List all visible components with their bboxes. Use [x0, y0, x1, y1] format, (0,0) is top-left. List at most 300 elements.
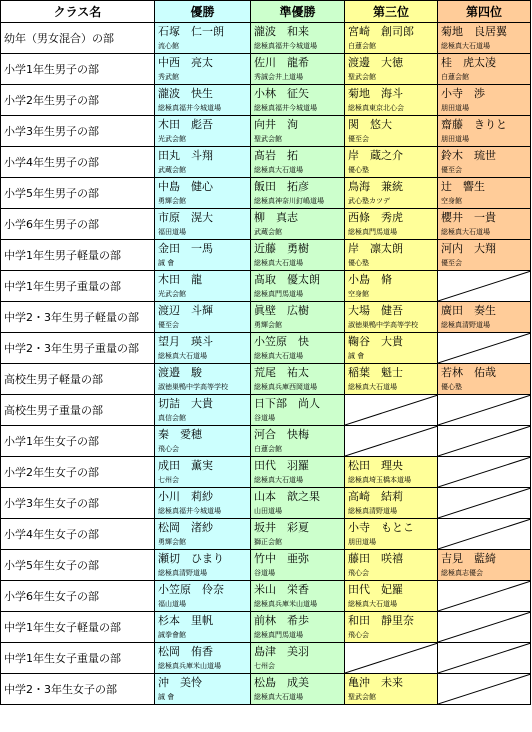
- class-name-cell: 小学5年生男子の部: [1, 178, 155, 209]
- third-place-dojo: 聖武会館: [348, 693, 376, 701]
- runner-up-name: 日下部 尚人: [254, 397, 320, 410]
- fourth-place-cell: [438, 302, 531, 333]
- runner-up-dojo: 山田道場: [254, 507, 282, 515]
- third-place-dojo: 白蓮会館: [348, 42, 376, 50]
- third-place-cell: [345, 674, 438, 705]
- runner-up-name: 河合 快梅: [254, 428, 309, 441]
- third-place-dojo: 総極真門馬道場: [348, 228, 397, 236]
- winner-name: 市原 滉大: [158, 211, 213, 224]
- runner-up-name: 田代 羽羅: [254, 459, 309, 472]
- winner-name: 木田 龍: [158, 273, 202, 286]
- third-place-cell: [345, 54, 438, 85]
- fourth-place-dojo: 総極真清野道場: [441, 321, 490, 329]
- winner-cell: [155, 85, 251, 116]
- winner-name: 瀬切 ひまり: [158, 552, 224, 565]
- runner-up-dojo: 総極真福井今城道場: [254, 42, 317, 50]
- diagonal-slash-icon: [438, 674, 531, 704]
- winner-cell: [155, 209, 251, 240]
- table-row: [1, 147, 531, 178]
- class-name-cell: 中学2・3年生女子の部: [1, 674, 155, 705]
- winner-cell: [155, 519, 251, 550]
- runner-up-dojo: 秀誠会井上道場: [254, 73, 303, 81]
- fourth-place-cell: [438, 23, 531, 54]
- runner-up-name: 近藤 勇樹: [254, 242, 309, 255]
- diagonal-slash-icon: [438, 271, 531, 301]
- third-place-cell: [345, 364, 438, 395]
- winner-name: 松岡 渚紗: [158, 521, 213, 534]
- class-name-cell: 中学2・3年生男子重量の部: [1, 333, 155, 364]
- winner-name: 中西 亮太: [158, 56, 213, 69]
- runner-up-dojo: 獅正会館: [254, 538, 282, 546]
- winner-cell: [155, 178, 251, 209]
- table-row: [1, 54, 531, 85]
- runner-up-cell: [251, 178, 345, 209]
- runner-up-cell: [251, 240, 345, 271]
- class-name-cell: 小学4年生女子の部: [1, 519, 155, 550]
- winner-cell: [155, 302, 251, 333]
- winner-dojo: 武蔵会館: [158, 166, 186, 174]
- winner-dojo: 総極真福井今城道場: [158, 507, 221, 515]
- class-name-cell: 小学6年生女子の部: [1, 581, 155, 612]
- fourth-place-cell: [438, 209, 531, 240]
- class-name-cell: 小学3年生男子の部: [1, 116, 155, 147]
- winner-name: 切詰 大貴: [158, 397, 213, 410]
- runner-up-dojo: 勇輝会館: [254, 321, 282, 329]
- fourth-place-cell: [438, 85, 531, 116]
- header-third-place: 第三位: [345, 1, 438, 23]
- runner-up-name: 荒尾 祐太: [254, 366, 309, 379]
- class-name-cell: 小学1年生男子の部: [1, 54, 155, 85]
- third-place-name: 亀沖 未来: [348, 676, 403, 689]
- fourth-place-name: 吉見 藍綺: [441, 552, 496, 565]
- runner-up-name: 向井 洵: [254, 118, 298, 131]
- empty-cell: [438, 271, 531, 302]
- winner-cell: [155, 271, 251, 302]
- fourth-place-dojo: 総極真志優会: [441, 569, 483, 577]
- table-row: [1, 178, 531, 209]
- table-row: [1, 395, 531, 426]
- table-row: [1, 674, 531, 705]
- diagonal-slash-icon: [438, 643, 531, 673]
- third-place-name: 和田 靜里奈: [348, 614, 414, 627]
- winner-dojo: 流心館: [158, 42, 179, 50]
- class-name-cell: 中学2・3年生男子軽量の部: [1, 302, 155, 333]
- class-name-cell: 高校生男子軽量の部: [1, 364, 155, 395]
- class-name-cell: 小学6年生男子の部: [1, 209, 155, 240]
- winner-name: 松岡 侑香: [158, 645, 213, 658]
- table-row: [1, 209, 531, 240]
- header-row: [1, 1, 531, 23]
- winner-dojo: 光武会館: [158, 290, 186, 298]
- winner-cell: [155, 23, 251, 54]
- table-row: [1, 240, 531, 271]
- fourth-place-cell: [438, 240, 531, 271]
- winner-name: 秦 愛穂: [158, 428, 202, 441]
- third-place-cell: [345, 271, 438, 302]
- runner-up-dojo: 聖武会館: [254, 135, 282, 143]
- table-row: [1, 550, 531, 581]
- table-row: [1, 581, 531, 612]
- fourth-place-dojo: 優至会: [441, 166, 462, 174]
- class-name-cell: 小学1年生女子の部: [1, 426, 155, 457]
- winner-dojo: 七州会: [158, 476, 179, 484]
- empty-cell: [438, 612, 531, 643]
- third-place-cell: [345, 333, 438, 364]
- runner-up-cell: [251, 333, 345, 364]
- runner-up-name: 佐川 龍希: [254, 56, 309, 69]
- third-place-name: 岸 蔵之介: [348, 149, 403, 162]
- third-place-cell: [345, 23, 438, 54]
- runner-up-cell: [251, 426, 345, 457]
- class-name-cell: 小学4年生男子の部: [1, 147, 155, 178]
- runner-up-cell: [251, 54, 345, 85]
- runner-up-name: 髙取 優太朗: [254, 273, 320, 286]
- runner-up-dojo: 武蔵会館: [254, 228, 282, 236]
- runner-up-name: 米山 栄香: [254, 583, 309, 596]
- winner-name: 杉本 里帆: [158, 614, 213, 627]
- fourth-place-dojo: 白蓮会館: [441, 73, 469, 81]
- winner-name: 沖 美怜: [158, 676, 202, 689]
- runner-up-cell: [251, 23, 345, 54]
- winner-dojo: 真信会館: [158, 414, 186, 422]
- third-place-name: 関 悠大: [348, 118, 392, 131]
- diagonal-slash-icon: [438, 519, 531, 549]
- class-name-cell: 小学2年生男子の部: [1, 85, 155, 116]
- empty-cell: [438, 457, 531, 488]
- winner-cell: [155, 54, 251, 85]
- third-place-dojo: 飛心会: [348, 631, 369, 639]
- winner-cell: [155, 581, 251, 612]
- runner-up-cell: [251, 581, 345, 612]
- fourth-place-name: 河内 大翔: [441, 242, 496, 255]
- third-place-dojo: 総極真埼玉橋本道場: [348, 476, 411, 484]
- runner-up-cell: [251, 302, 345, 333]
- runner-up-cell: [251, 147, 345, 178]
- winner-cell: [155, 147, 251, 178]
- third-place-dojo: 総極真東京北心会: [348, 104, 404, 112]
- diagonal-slash-icon: [438, 457, 531, 487]
- winner-name: 木田 彪吾: [158, 118, 213, 131]
- winner-name: 望月 瑛斗: [158, 335, 213, 348]
- empty-cell: [438, 395, 531, 426]
- third-place-cell: [345, 550, 438, 581]
- fourth-place-name: 若林 佑哉: [441, 366, 496, 379]
- diagonal-slash-icon: [438, 488, 531, 518]
- third-place-name: 松田 理央: [348, 459, 403, 472]
- runner-up-dojo: 総極真大石道場: [254, 166, 303, 174]
- third-place-cell: [345, 581, 438, 612]
- runner-up-name: 眞壁 広樹: [254, 304, 309, 317]
- table-row: [1, 23, 531, 54]
- third-place-name: 岸 凛太朗: [348, 242, 403, 255]
- empty-cell: [345, 643, 438, 674]
- diagonal-slash-icon: [438, 395, 531, 425]
- third-place-name: 高崎 結莉: [348, 490, 403, 503]
- runner-up-name: 竹中 亜弥: [254, 552, 309, 565]
- runner-up-name: 山本 歆之果: [254, 490, 320, 503]
- class-name-cell: 幼年（男女混合）の部: [1, 23, 155, 54]
- winner-dojo: 秀武館: [158, 73, 179, 81]
- table-row: [1, 116, 531, 147]
- runner-up-cell: [251, 271, 345, 302]
- header-winner: 優勝: [155, 1, 251, 23]
- third-place-name: 西條 秀虎: [348, 211, 403, 224]
- empty-cell: [438, 674, 531, 705]
- class-name-cell: 小学3年生女子の部: [1, 488, 155, 519]
- class-name-cell: 小学2年生女子の部: [1, 457, 155, 488]
- runner-up-name: 瀧波 和来: [254, 25, 309, 38]
- runner-up-dojo: 谷道場: [254, 569, 275, 577]
- table-row: [1, 302, 531, 333]
- runner-up-name: 松島 成美: [254, 676, 309, 689]
- fourth-place-dojo: 空身館: [441, 197, 462, 205]
- third-place-name: 稲葉 魁士: [348, 366, 403, 379]
- table-row: [1, 612, 531, 643]
- runner-up-name: 柳 真志: [254, 211, 298, 224]
- class-name-cell: 小学5年生女子の部: [1, 550, 155, 581]
- winner-dojo: 優至会: [158, 321, 179, 329]
- third-place-cell: [345, 612, 438, 643]
- class-name-cell: 中学1年生女子重量の部: [1, 643, 155, 674]
- runner-up-name: 小林 征矢: [254, 87, 309, 100]
- third-place-cell: [345, 488, 438, 519]
- runner-up-dojo: 総極真門馬道場: [254, 290, 303, 298]
- runner-up-cell: [251, 488, 345, 519]
- winner-dojo: 誠 會: [158, 693, 175, 701]
- fourth-place-name: 廣田 奏生: [441, 304, 496, 317]
- runner-up-dojo: 総極真兵庫米山道場: [254, 600, 317, 608]
- third-place-cell: [345, 519, 438, 550]
- winner-cell: [155, 643, 251, 674]
- runner-up-cell: [251, 612, 345, 643]
- winner-name: 金田 一馬: [158, 242, 213, 255]
- runner-up-name: 小笠原 快: [254, 335, 309, 348]
- winner-dojo: 総極真福井今城道場: [158, 104, 221, 112]
- fourth-place-cell: [438, 147, 531, 178]
- fourth-place-name: 辻 響生: [441, 180, 485, 193]
- fourth-place-dojo: 朋田道場: [441, 104, 469, 112]
- third-place-name: 小島 脩: [348, 273, 392, 286]
- runner-up-dojo: 総極真大石道場: [254, 476, 303, 484]
- runner-up-cell: [251, 364, 345, 395]
- table-row: [1, 457, 531, 488]
- third-place-cell: [345, 457, 438, 488]
- third-place-dojo: 総極真大石道場: [348, 383, 397, 391]
- third-place-cell: [345, 240, 438, 271]
- third-place-name: 田代 妃羅: [348, 583, 403, 596]
- runner-up-cell: [251, 395, 345, 426]
- fourth-place-dojo: 優至会: [441, 259, 462, 267]
- third-place-dojo: 総極真清野道場: [348, 507, 397, 515]
- runner-up-name: 前林 希歩: [254, 614, 309, 627]
- header-runner-up: 準優勝: [251, 1, 345, 23]
- winner-cell: [155, 240, 251, 271]
- third-place-name: 藤田 咲禧: [348, 552, 403, 565]
- winner-cell: [155, 116, 251, 147]
- table-row: [1, 519, 531, 550]
- empty-cell: [438, 333, 531, 364]
- diagonal-slash-icon: [438, 426, 531, 456]
- runner-up-dojo: 七州会: [254, 662, 275, 670]
- runner-up-name: 髙岩 拓: [254, 149, 298, 162]
- winner-dojo: 飛心会: [158, 445, 179, 453]
- class-name-cell: 中学1年生男子重量の部: [1, 271, 155, 302]
- third-place-dojo: 総極真大石道場: [348, 600, 397, 608]
- winner-dojo: 福田道場: [158, 228, 186, 236]
- fourth-place-name: 鈴木 琉世: [441, 149, 496, 162]
- third-place-cell: [345, 178, 438, 209]
- empty-cell: [438, 581, 531, 612]
- winner-cell: [155, 674, 251, 705]
- empty-cell: [438, 519, 531, 550]
- winner-dojo: 福山道場: [158, 600, 186, 608]
- winner-cell: [155, 395, 251, 426]
- winner-cell: [155, 488, 251, 519]
- fourth-place-cell: [438, 178, 531, 209]
- winner-cell: [155, 457, 251, 488]
- header-class-name: クラス名: [1, 1, 155, 23]
- diagonal-slash-icon: [345, 643, 438, 673]
- runner-up-dojo: 総極真神奈川釘嶋道場: [254, 197, 324, 205]
- fourth-place-dojo: 総極真大石道場: [441, 228, 490, 236]
- runner-up-dojo: 総極真大石道場: [254, 259, 303, 267]
- runner-up-cell: [251, 550, 345, 581]
- diagonal-slash-icon: [345, 395, 438, 425]
- winner-dojo: 誠拳會館: [158, 631, 186, 639]
- table-row: [1, 426, 531, 457]
- runner-up-dojo: 白蓮会館: [254, 445, 282, 453]
- third-place-name: 渡邊 大徳: [348, 56, 403, 69]
- table-row: [1, 488, 531, 519]
- third-place-name: 鞠谷 大貴: [348, 335, 403, 348]
- runner-up-name: 島津 美羽: [254, 645, 309, 658]
- winner-dojo: 勇輝会館: [158, 538, 186, 546]
- runner-up-cell: [251, 116, 345, 147]
- third-place-dojo: 朋田道場: [348, 538, 376, 546]
- class-name-cell: 高校生男子重量の部: [1, 395, 155, 426]
- winner-name: 瀧波 快生: [158, 87, 213, 100]
- third-place-dojo: 空身館: [348, 290, 369, 298]
- fourth-place-name: 櫻井 一貴: [441, 211, 496, 224]
- fourth-place-cell: [438, 364, 531, 395]
- runner-up-dojo: 総極真大石道場: [254, 352, 303, 360]
- third-place-cell: [345, 209, 438, 240]
- header-fourth-place: 第四位: [438, 1, 531, 23]
- winner-dojo: 誠 會: [158, 259, 175, 267]
- third-place-dojo: 聖武会館: [348, 73, 376, 81]
- third-place-dojo: 優心塾: [348, 166, 369, 174]
- runner-up-name: 飯田 拓彦: [254, 180, 309, 193]
- runner-up-dojo: 総極真福井今城道場: [254, 104, 317, 112]
- fourth-place-dojo: 優心塾: [441, 383, 462, 391]
- winner-dojo: 総極真清野道場: [158, 569, 207, 577]
- third-place-name: 宮崎 創司郎: [348, 25, 414, 38]
- runner-up-cell: [251, 519, 345, 550]
- winner-name: 田丸 斗翔: [158, 149, 213, 162]
- empty-cell: [345, 395, 438, 426]
- table-row: [1, 271, 531, 302]
- winner-cell: [155, 333, 251, 364]
- winner-name: 小川 莉紗: [158, 490, 213, 503]
- third-place-dojo: 優心塾: [348, 259, 369, 267]
- winner-dojo: 淑徳巣鴨中学高等学校: [158, 383, 228, 391]
- winner-dojo: 光武会館: [158, 135, 186, 143]
- class-name-cell: 中学1年生男子軽量の部: [1, 240, 155, 271]
- winner-name: 渡邉 駿: [158, 366, 202, 379]
- third-place-dojo: 淑徳巣鴨中学高等学校: [348, 321, 418, 329]
- third-place-name: 大場 健吾: [348, 304, 403, 317]
- fourth-place-dojo: 総極真大石道場: [441, 42, 490, 50]
- diagonal-slash-icon: [438, 581, 531, 611]
- winner-cell: [155, 612, 251, 643]
- runner-up-cell: [251, 457, 345, 488]
- winner-dojo: 勇輝会館: [158, 197, 186, 205]
- winner-name: 中島 健心: [158, 180, 213, 193]
- table-row: [1, 643, 531, 674]
- winner-dojo: 総極真兵庫米山道場: [158, 662, 221, 670]
- winner-cell: [155, 364, 251, 395]
- winner-cell: [155, 426, 251, 457]
- diagonal-slash-icon: [438, 612, 531, 642]
- fourth-place-dojo: 朋田道場: [441, 135, 469, 143]
- table-row: [1, 333, 531, 364]
- fourth-place-name: 齋藤 きりと: [441, 118, 507, 131]
- runner-up-name: 坂井 彩夏: [254, 521, 309, 534]
- third-place-cell: [345, 85, 438, 116]
- diagonal-slash-icon: [345, 426, 438, 456]
- table-row: [1, 85, 531, 116]
- winner-dojo: 総極真大石道場: [158, 352, 207, 360]
- third-place-dojo: 優至会: [348, 135, 369, 143]
- third-place-dojo: 飛心会: [348, 569, 369, 577]
- runner-up-dojo: 総極真大石道場: [254, 693, 303, 701]
- fourth-place-cell: [438, 54, 531, 85]
- fourth-place-cell: [438, 116, 531, 147]
- diagonal-slash-icon: [438, 333, 531, 363]
- empty-cell: [438, 488, 531, 519]
- third-place-cell: [345, 147, 438, 178]
- winner-cell: [155, 550, 251, 581]
- third-place-name: 小寺 もとこ: [348, 521, 414, 534]
- empty-cell: [438, 426, 531, 457]
- runner-up-cell: [251, 85, 345, 116]
- runner-up-dojo: 総極真兵庫西岡道場: [254, 383, 317, 391]
- third-place-cell: [345, 302, 438, 333]
- winner-name: 小笠原 伶奈: [158, 583, 224, 596]
- winner-name: 成田 薫実: [158, 459, 213, 472]
- third-place-dojo: 誠 會: [348, 352, 365, 360]
- fourth-place-name: 小寺 渉: [441, 87, 485, 100]
- fourth-place-name: 菊地 良居翼: [441, 25, 507, 38]
- runner-up-dojo: 総極真門馬道場: [254, 631, 303, 639]
- third-place-name: 菊地 海斗: [348, 87, 403, 100]
- third-place-dojo: 武心塾カツデ: [348, 197, 390, 205]
- runner-up-cell: [251, 643, 345, 674]
- empty-cell: [438, 643, 531, 674]
- fourth-place-cell: [438, 550, 531, 581]
- fourth-place-name: 桂 虎太凌: [441, 56, 496, 69]
- third-place-name: 鳥海 兼統: [348, 180, 403, 193]
- runner-up-cell: [251, 674, 345, 705]
- runner-up-cell: [251, 209, 345, 240]
- winner-name: 渡辺 斗輝: [158, 304, 213, 317]
- winner-name: 石塚 仁一朗: [158, 25, 224, 38]
- empty-cell: [345, 426, 438, 457]
- table-row: [1, 364, 531, 395]
- runner-up-dojo: 谷道場: [254, 414, 275, 422]
- class-name-cell: 中学1年生女子軽量の部: [1, 612, 155, 643]
- third-place-cell: [345, 116, 438, 147]
